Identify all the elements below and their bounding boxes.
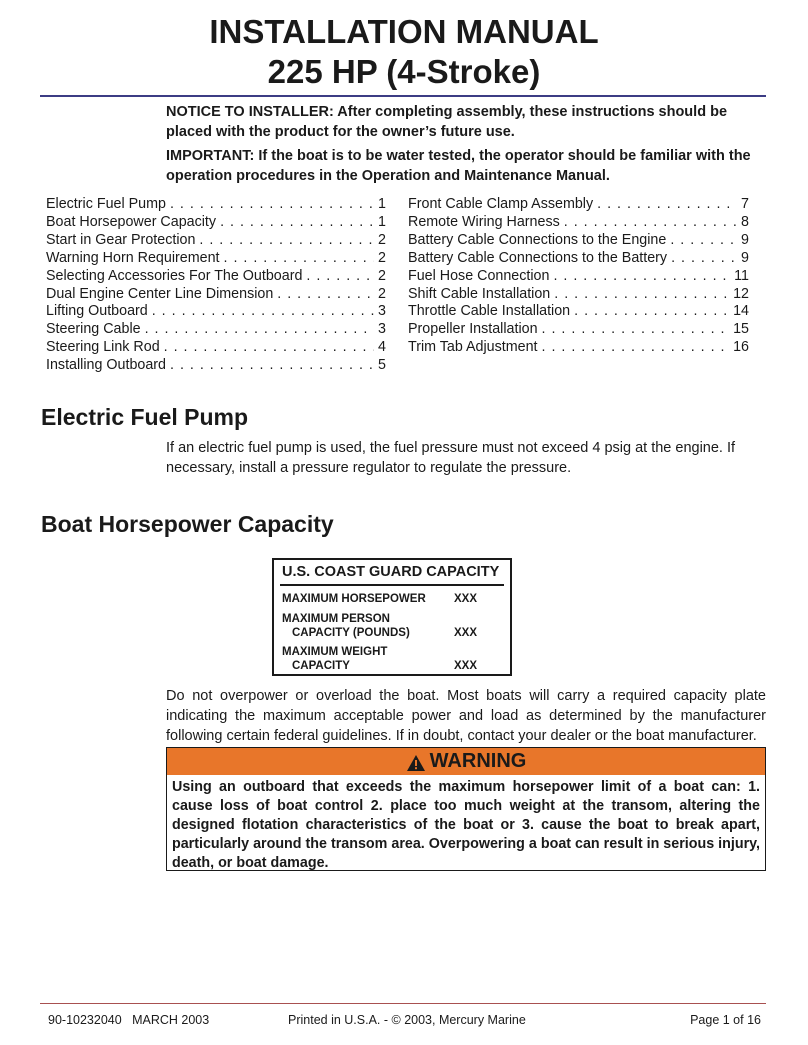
warning-box [166,747,766,871]
toc-leader [306,268,374,286]
horsepower-paragraph: Do not overpower or overload the boat. Most boats will carry a required capacity plate indicating the maximum acceptable power and load as determined by the manufacturer following certain federal guidelines. If in doubt, contact your dealer or the boat manufacturer. [166,688,766,744]
toc-entry-title: Throttle Cable Installation [408,303,571,320]
manual-subtitle: 225 HP (4-Stroke) [267,53,541,90]
toc-leader [574,303,729,321]
toc-entry[interactable] [46,303,386,321]
warning-header [167,748,765,775]
toc-leader [199,232,374,250]
capacity-row-value: XXX [454,627,478,639]
toc-entry[interactable] [46,357,386,375]
capacity-plate [272,558,512,676]
document-number: 90-10232040 MARCH 2003 [48,1013,210,1027]
installer-notice: NOTICE TO INSTALLER: After completing assembly, these instructions should be placed with the product for the owner’s future use. [166,104,728,140]
toc-right-column [408,196,749,357]
toc-entry-page: 14 [733,303,749,320]
toc-entry-title: Selecting Accessories For The Outboard [46,267,303,284]
capacity-row-value: XXX [454,660,478,672]
section-heading-fuel-pump: Electric Fuel Pump [41,404,249,430]
toc-entry-page: 16 [733,339,749,356]
toc-leader [542,321,730,339]
toc-leader [277,286,374,304]
capacity-plate-rule [280,584,504,586]
toc-entry-page: 2 [378,285,386,302]
toc-entry[interactable] [46,321,386,339]
toc-entry-title: Front Cable Clamp Assembly [408,196,594,212]
toc-entry-page: 12 [733,285,749,302]
section-heading-horsepower: Boat Horsepower Capacity [41,511,334,537]
toc-entry[interactable] [408,268,749,286]
copyright-notice: Printed in U.S.A. - © 2003, Mercury Marine [288,1013,526,1027]
toc-entry-page: 3 [378,303,386,320]
toc-entry-title: Boat Horsepower Capacity [46,213,217,230]
toc-leader [553,268,730,286]
warning-triangle-icon [406,754,426,772]
toc-entry[interactable] [46,196,386,214]
toc-entry-page: 3 [378,321,386,338]
toc-entry[interactable] [408,214,749,232]
capacity-row-label: CAPACITY [292,660,350,672]
page-number: Page 1 of 16 [690,1013,761,1027]
capacity-row-label: MAXIMUM PERSON [282,613,390,625]
toc-entry[interactable] [408,303,749,321]
toc-entry[interactable] [46,339,386,357]
toc-entry-page: 9 [741,249,749,266]
toc-entry[interactable] [46,286,386,304]
toc-entry[interactable] [408,250,749,268]
toc-entry-page: 15 [733,321,749,338]
toc-entry-title: Steering Link Rod [46,339,160,356]
toc-leader [542,339,730,357]
toc-entry-page: 2 [378,249,386,266]
toc-entry[interactable] [46,214,386,232]
toc-left-column [46,196,386,375]
toc-entry[interactable] [46,250,386,268]
toc-entry-page: 5 [378,357,386,374]
toc-entry-title: Steering Cable [46,321,141,338]
capacity-row-value: XXX [454,593,478,605]
header-rule [40,95,766,97]
toc-entry-page: 4 [378,339,386,356]
toc-entry-title: Fuel Hose Connection [408,267,550,284]
toc-entry-title: Battery Cable Connections to the Battery [408,249,668,266]
toc-entry-page: 1 [378,196,386,212]
capacity-row-label: MAXIMUM HORSEPOWER [282,593,426,605]
toc-entry-page: 11 [734,267,749,284]
toc-entry[interactable] [408,196,749,214]
toc-leader [224,250,375,268]
toc-entry-title: Dual Engine Center Line Dimension [46,285,274,302]
toc-entry-title: Remote Wiring Harness [408,213,560,230]
fuel-pump-paragraph: If an electric fuel pump is used, the fuel pressure must not exceed 4 psig at the engine. If necessary, install a pressure regulator to regulate the pressure. [166,440,736,476]
footer-rule [40,1003,766,1004]
capacity-plate-title: U.S. COAST GUARD CAPACITY [282,564,500,580]
toc-entry[interactable] [46,232,386,250]
toc-leader [671,250,737,268]
toc-leader [152,303,374,321]
toc-entry[interactable] [408,339,749,357]
toc-entry-page: 9 [741,231,749,248]
toc-entry-title: Start in Gear Protection [46,231,196,248]
toc-leader [670,232,737,250]
toc-entry[interactable] [408,286,749,304]
toc-entry[interactable] [408,321,749,339]
toc-entry-page: 2 [378,267,386,284]
toc-entry-title: Battery Cable Connections to the Engine [408,231,667,248]
toc-entry-title: Shift Cable Installation [408,285,551,302]
toc-entry-title: Installing Outboard [46,357,167,374]
capacity-row-label: CAPACITY (POUNDS) [292,627,410,639]
toc-entry-page: 2 [378,231,386,248]
manual-title: INSTALLATION MANUAL [209,13,599,50]
toc-leader [164,339,374,357]
toc-leader [564,214,737,232]
toc-leader [554,286,729,304]
warning-label: WARNING [429,750,527,772]
toc-entry-page: 7 [741,196,749,212]
toc-leader [170,357,374,375]
toc-leader [170,196,374,214]
warning-text: Using an outboard that exceeds the maximum horsepower limit of a boat can: 1. cause loss of boat control 2. place too much weight at the transom, altering the designed flotation characteristics of the boat or 3. cause the boat to break apart, particularly around the transom area. Overpowering a boat can result in serious injury, death, or boat damage. [172,779,760,871]
toc-entry[interactable] [408,232,749,250]
toc-entry-title: Warning Horn Requirement [46,249,220,266]
toc-entry-title: Electric Fuel Pump [46,196,166,212]
toc-entry-page: 1 [378,213,386,230]
capacity-row-label: MAXIMUM WEIGHT [282,646,388,658]
toc-entry-page: 8 [741,213,749,230]
toc-leader [145,321,374,339]
toc-entry-title: Lifting Outboard [46,303,148,320]
toc-leader [220,214,374,232]
toc-entry-title: Propeller Installation [408,321,538,338]
important-notice: IMPORTANT: If the boat is to be water tested, the operator should be familiar with the operation procedures in the Operation and Maintenance Manual. [166,148,751,184]
toc-leader [597,196,737,214]
toc-entry-title: Trim Tab Adjustment [408,339,538,356]
toc-entry[interactable] [46,268,386,286]
